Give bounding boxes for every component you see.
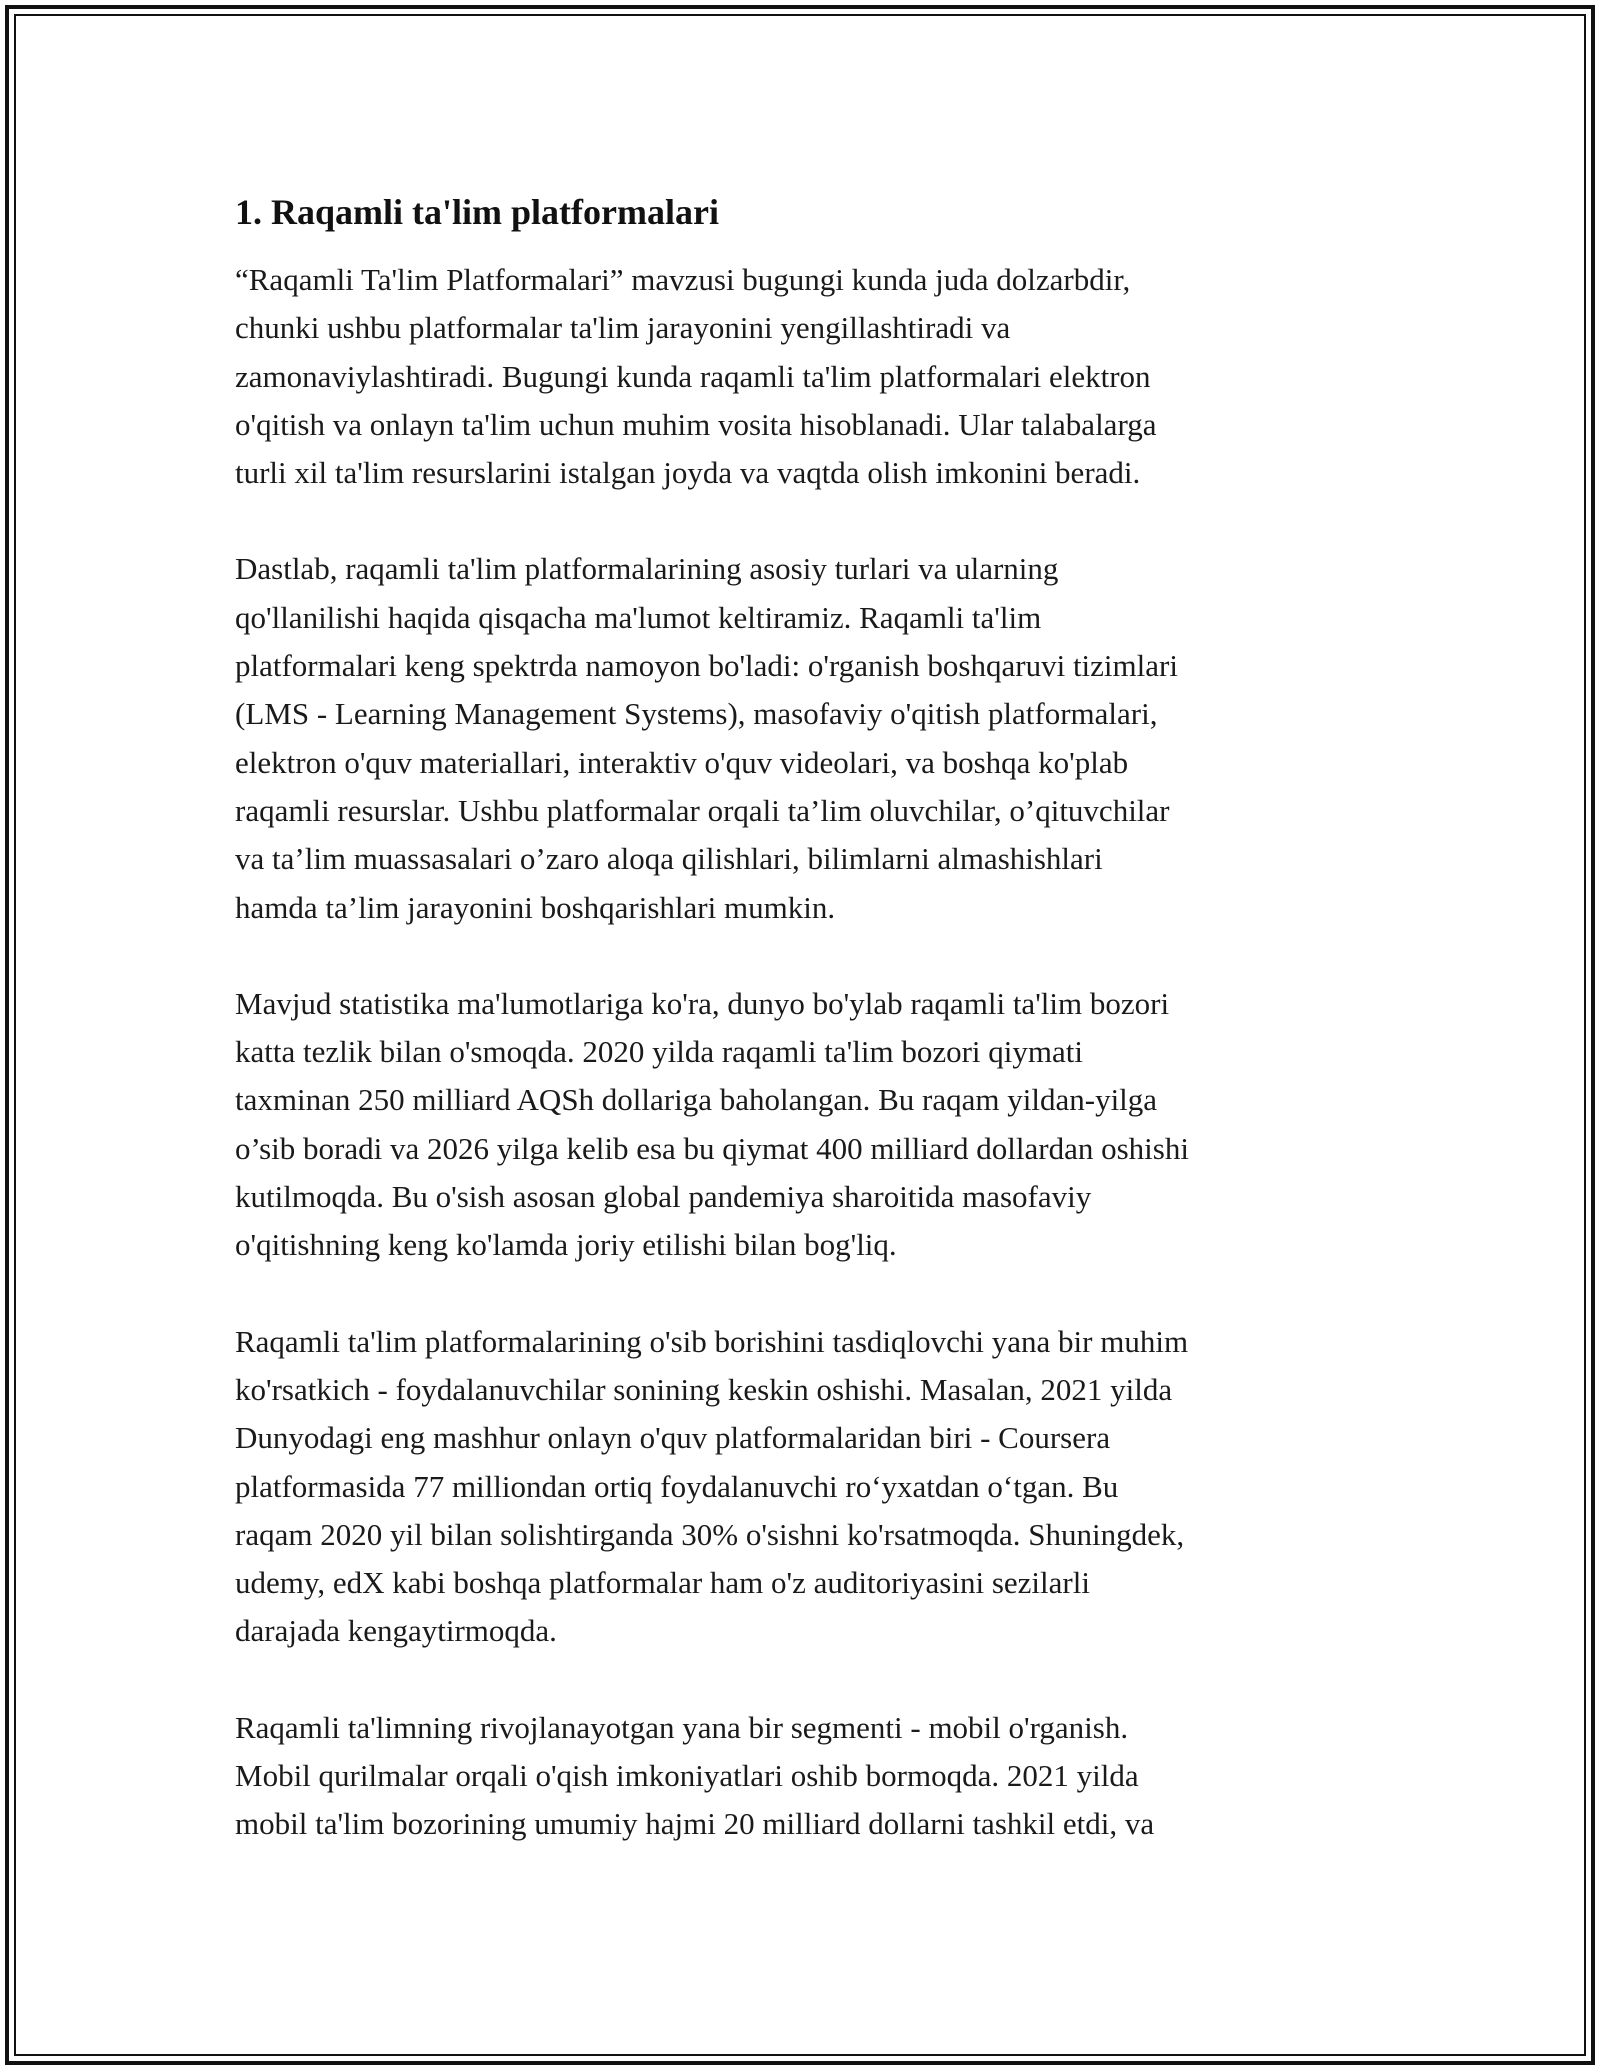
text-line: chunki ushbu platformalar ta'lim jarayonini yengillashtiradi va — [235, 310, 1011, 346]
text-line: o’sib boradi va 2026 yilga kelib esa bu qiymat 400 milliard dollardan oshishi — [235, 1130, 1189, 1166]
text-line: (LMS - Learning Management Systems), masofaviy o'qitish platformalari, — [235, 696, 1158, 732]
text-line: platformasida 77 milliondan ortiq foydalanuvchi ro‘yxatdan o‘tgan. Bu — [235, 1468, 1119, 1504]
document-body — [235, 180, 1370, 1849]
text-line: platformalari keng spektrda namoyon bo'ladi: o'rganish boshqaruvi tizimlari — [235, 648, 1178, 684]
paragraph-platform-types — [235, 545, 1370, 931]
text-line: Raqamli ta'limning rivojlanayotgan yana bir segmenti - mobil o'rganish. — [235, 1709, 1129, 1745]
text-line: hamda ta’lim jarayonini boshqarishlari mumkin. — [235, 889, 836, 925]
text-line: o'qitishning keng ko'lamda joriy etilishi bilan bog'liq. — [235, 1227, 897, 1263]
text-line: zamonaviylashtiradi. Bugungi kunda raqamli ta'lim platformalari elektron — [235, 358, 1151, 394]
paragraph-user-growth — [235, 1318, 1370, 1656]
text-line: katta tezlik bilan o'smoqda. 2020 yilda raqamli ta'lim bozori qiymati — [235, 1034, 1083, 1070]
text-line: qo'llanilishi haqida qisqacha ma'lumot keltiramiz. Raqamli ta'lim — [235, 599, 1042, 635]
paragraph-intro — [235, 256, 1370, 497]
section-heading: 1. Raqamli ta'lim platformalari — [235, 192, 719, 232]
text-line: mobil ta'lim bozorining umumiy hajmi 20 milliard dollarni tashkil etdi, va — [235, 1806, 1155, 1842]
text-line: darajada kengaytirmoqda. — [235, 1613, 557, 1649]
text-line: raqamli resurslar. Ushbu platformalar orqali ta’lim oluvchilar, o’qituvchilar — [235, 792, 1170, 828]
text-line: elektron o'quv materiallari, interaktiv o'quv videolari, va boshqa ko'plab — [235, 744, 1129, 780]
text-line: Mavjud statistika ma'lumotlariga ko'ra, dunyo bo'ylab raqamli ta'lim bozori — [235, 985, 1170, 1021]
text-line: Dastlab, raqamli ta'lim platformalarining asosiy turlari va ularning — [235, 551, 1059, 587]
paragraph-market-statistics — [235, 980, 1370, 1270]
paragraph-mobile-learning — [235, 1704, 1370, 1849]
text-line: Raqamli ta'lim platformalarining o'sib borishini tasdiqlovchi yana bir muhim — [235, 1323, 1189, 1359]
text-line: ko'rsatkich - foydalanuvchilar sonining keskin oshishi. Masalan, 2021 yilda — [235, 1371, 1173, 1407]
text-line: turli xil ta'lim resurslarini istalgan joyda va vaqtda olish imkonini beradi. — [235, 455, 1141, 491]
text-line: raqam 2020 yil bilan solishtirganda 30% o'sishni ko'rsatmoqda. Shuningdek, — [235, 1516, 1185, 1552]
text-line: Mobil qurilmalar orqali o'qish imkoniyatlari oshib bormoqda. 2021 yilda — [235, 1758, 1139, 1794]
text-line: taxminan 250 milliard AQSh dollariga baholangan. Bu raqam yildan-yilga — [235, 1082, 1158, 1118]
text-line: “Raqamli Ta'lim Platformalari” mavzusi bugungi kunda juda dolzarbdir, — [235, 262, 1131, 297]
text-line: o'qitish va onlayn ta'lim uchun muhim vosita hisoblanadi. Ular talabalarga — [235, 406, 1157, 442]
text-line: va ta’lim muassasalari o’zaro aloqa qilishlari, bilimlarni almashishlari — [235, 841, 1103, 877]
text-line: udemy, edX kabi boshqa platformalar ham o'z auditoriyasini sezilarli — [235, 1565, 1090, 1601]
text-line: Dunyodagi eng mashhur onlayn o'quv platformalaridan biri - Coursera — [235, 1420, 1111, 1456]
text-line: kutilmoqda. Bu o'sish asosan global pandemiya sharoitida masofaviy — [235, 1179, 1092, 1215]
